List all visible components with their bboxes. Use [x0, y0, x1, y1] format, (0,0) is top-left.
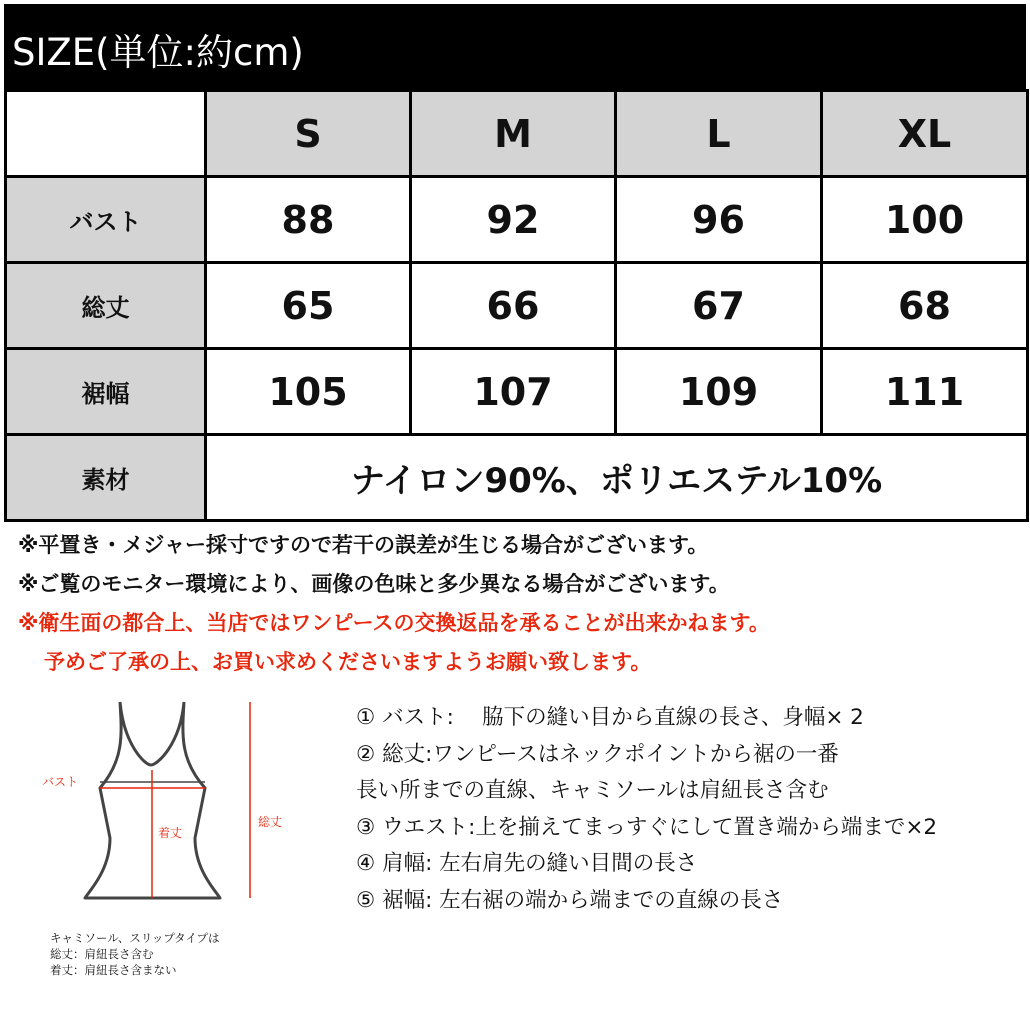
table-row [6, 349, 1028, 435]
bust-label: バスト [42, 775, 79, 789]
table-cell: 105 [206, 349, 411, 435]
note-monitor-color: ※ご覧のモニター環境により、画像の色味と多少異なる場合がございます。 [18, 572, 730, 596]
size-table [4, 89, 1029, 522]
column-header-xl: XL [822, 91, 1028, 177]
measurement-hem-width: ⑤ 裾幅: 左右裾の端から端までの直線の長さ [356, 887, 784, 913]
caption-line: 総丈：肩紐長さ含む [50, 947, 154, 961]
table-cell: 100 [822, 177, 1028, 263]
note-no-returns: ※衛生面の都合上、当店ではワンピースの交換返品を承ることが出来かねます。 [18, 611, 770, 635]
figure-caption [50, 930, 220, 978]
table-cell: 68 [822, 263, 1028, 349]
size-header [4, 4, 1026, 90]
table-cell: 65 [206, 263, 411, 349]
table-cell: 107 [411, 349, 616, 435]
table-row [6, 263, 1028, 349]
caption-line: 着丈：肩紐長さ含まない [50, 963, 177, 977]
table-cell: 96 [616, 177, 822, 263]
size-header-title: SIZE(単位:約cm) [12, 31, 304, 74]
note-acknowledge: 予めご了承の上、お買い求めくださいますようお願い致します。 [44, 650, 652, 674]
measurement-total-length: ② 総丈:ワンピースはネックポイントから裾の一番 [356, 741, 839, 767]
table-row-material [6, 435, 1028, 521]
note-measurement-error: ※平置き・メジャー採寸ですので若干の誤差が生じる場合がございます。 [18, 533, 709, 557]
size-table-header-row [6, 91, 1028, 177]
table-cell: 92 [411, 177, 616, 263]
measurement-bust: ① バスト: 脇下の縫い目から直線の長さ、身幅× 2 [356, 705, 864, 730]
measurement-shoulder: ④ 肩幅: 左右肩先の縫い目間の長さ [356, 851, 698, 876]
measurement-waist: ③ ウエスト:上を揃えてまっすぐにして置き端から端まで×2 [356, 814, 938, 840]
row-label-hem-width: 裾幅 [6, 349, 206, 435]
measurement-total-length-cont: 長い所までの直線、キャミソールは肩紐長さ含む [356, 778, 829, 803]
caption-line: キャミソール、スリップタイプは [50, 931, 220, 945]
notes [18, 526, 1018, 682]
row-label-total-length: 総丈 [6, 263, 206, 349]
table-cell: 88 [206, 177, 411, 263]
table-row [6, 177, 1028, 263]
material-value: ナイロン90%、ポリエステル10% [206, 435, 1028, 521]
table-cell: 111 [822, 349, 1028, 435]
size-table-corner [6, 91, 206, 177]
table-cell: 66 [411, 263, 616, 349]
row-label-material: 素材 [6, 435, 206, 521]
measurement-guide [356, 700, 1016, 919]
column-header-l: L [616, 91, 822, 177]
table-cell: 67 [616, 263, 822, 349]
row-label-bust: バスト [6, 177, 206, 263]
column-header-s: S [206, 91, 411, 177]
table-cell: 109 [616, 349, 822, 435]
column-header-m: M [411, 91, 616, 177]
total-length-label: 総丈 [258, 815, 283, 829]
length-label: 着丈 [158, 826, 183, 840]
